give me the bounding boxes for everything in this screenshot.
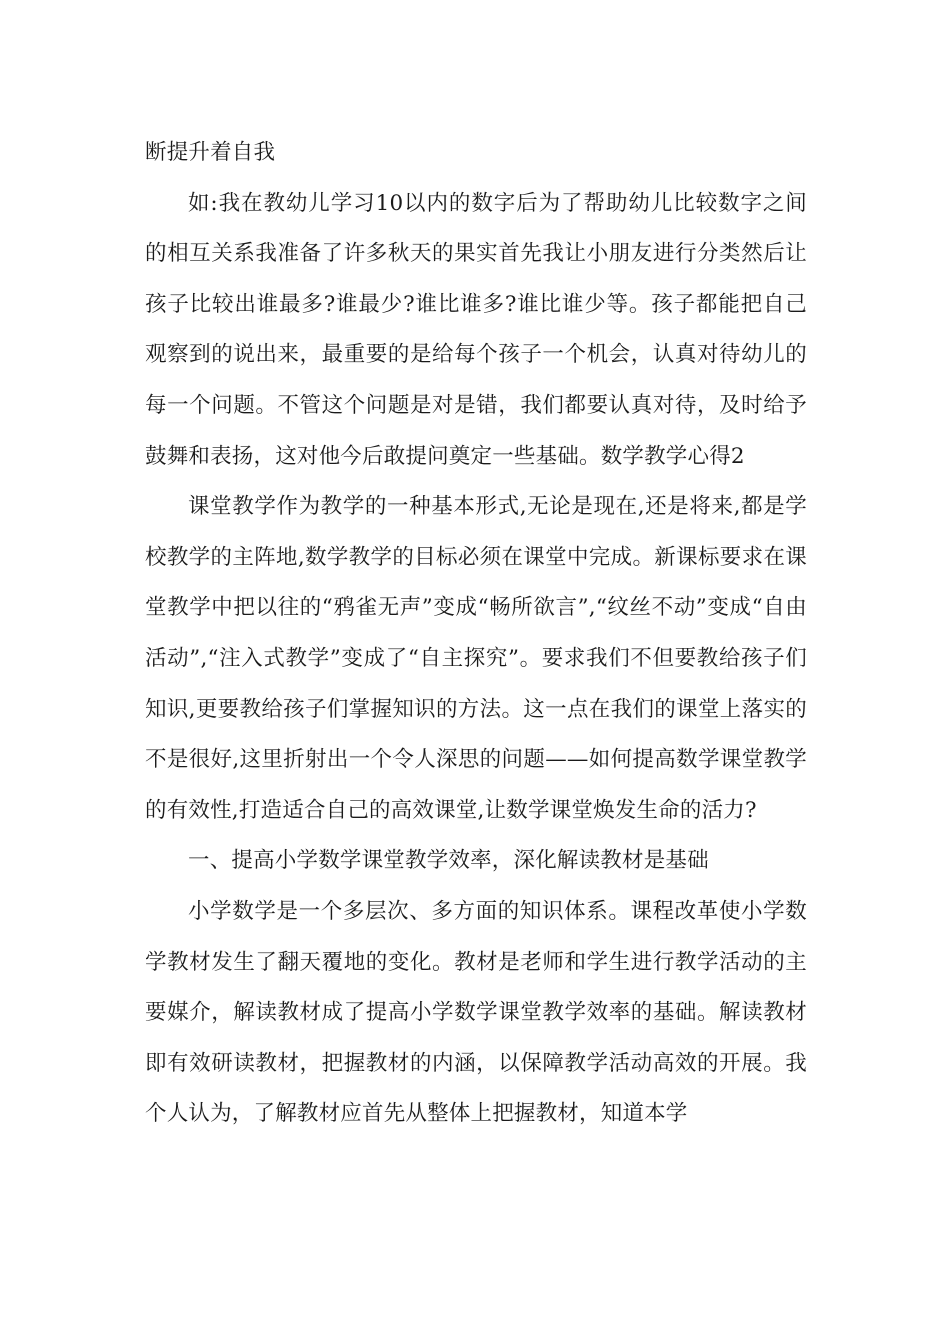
document-body: [145, 128, 807, 1140]
paragraph-continuation: 断提升着自我: [145, 140, 276, 165]
paragraph-textbook: 小学数学是一个多层次、多方面的知识体系。课程改革使小学数学教材发生了翻天覆地的变化。教材是老师和学生进行教学活动的主要媒介，解读教材成了提高小学数学课堂教学效率的基础。解读教材即有效研读教材，把握教材的内涵，以保障教学活动高效的开展。我个人认为，了解教材应首先从整体上把握教材，知道本学: [145, 898, 807, 1127]
paragraph-classroom-teaching: 课堂教学作为教学的一种基本形式,无论是现在,还是将来,都是学校教学的主阵地,数学教学的目标必须在课堂中完成。新课标要求在课堂教学中把以往的“鸦雀无声”变成“畅所欲言”,“纹丝不动”变成“自由活动”,“注入式教学”变成了“自主探究”。要求我们不但要教给孩子们知识,更要教给孩子们掌握知识的方法。这一点在我们的课堂上落实的不是很好,这里折射出一个令人深思的问题——如何提高数学课堂教学的有效性,打造适合自己的高效课堂,让数学课堂焕发生命的活力?: [145, 494, 807, 823]
paragraph-example: 如:我在教幼儿学习10以内的数字后为了帮助幼儿比较数字之间的相互关系我准备了许多秋天的果实首先我让小朋友进行分类然后让孩子比较出谁最多?谁最少?谁比谁多?谁比谁少等。孩子都能把自己观察到的说出来，最重要的是给每个孩子一个机会，认真对待幼儿的每一个问题。不管这个问题是对是错，我们都要认真对待，及时给予鼓舞和表扬，这对他今后敢提问奠定一些基础。数学教学心得2: [145, 190, 807, 469]
section-heading-1: 一、提高小学数学课堂教学效率，深化解读教材是基础: [188, 848, 709, 874]
